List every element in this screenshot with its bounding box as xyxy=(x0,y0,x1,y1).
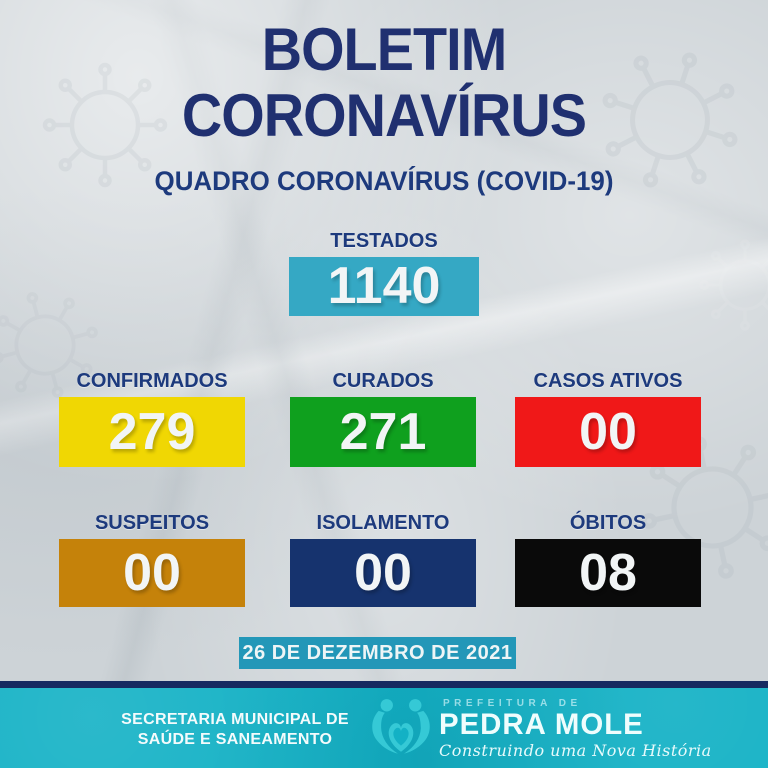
pedra-mole-heart-figures-icon xyxy=(370,696,432,758)
stat-label-suspeitos: SUSPEITOS xyxy=(94,512,210,534)
logo-city-name: PEDRA MOLE xyxy=(439,708,644,741)
footer-divider xyxy=(0,681,768,688)
page-title-line1: BOLETIM xyxy=(261,16,507,83)
stat-label-confirmados: CONFIRMADOS xyxy=(76,370,228,392)
page-title-line2: CORONAVÍRUS xyxy=(181,82,587,149)
tested-value: 1140 xyxy=(327,257,441,315)
stat-label-isolamento: ISOLAMENTO xyxy=(316,512,450,534)
department-line2: SAÚDE E SANEAMENTO xyxy=(137,731,333,748)
virus-watermark-icon xyxy=(690,230,768,340)
stat-tile-curados xyxy=(290,368,476,467)
stat-value-obitos: 08 xyxy=(579,544,637,602)
stat-box-casos-ativos xyxy=(515,397,701,467)
stat-tile-suspeitos xyxy=(59,510,245,607)
stat-value-confirmados: 279 xyxy=(108,403,196,461)
page-subtitle: QUADRO CORONAVÍRUS (COVID-19) xyxy=(154,166,614,196)
tested-label: TESTADOS xyxy=(330,230,438,252)
stat-box-isolamento xyxy=(290,539,476,607)
stat-box-confirmados xyxy=(59,397,245,467)
stat-value-isolamento: 00 xyxy=(354,544,412,602)
stat-tile-obitos xyxy=(515,510,701,607)
stat-box-suspeitos xyxy=(59,539,245,607)
stat-box-curados xyxy=(290,397,476,467)
stat-value-casos-ativos: 00 xyxy=(579,403,637,461)
footer xyxy=(0,688,768,768)
pedra-mole-logo xyxy=(370,696,712,760)
stat-box-obitos xyxy=(515,539,701,607)
logo-prefeitura-de-text: PREFEITURA DE xyxy=(443,698,582,709)
department-name xyxy=(95,710,375,750)
stat-value-suspeitos: 00 xyxy=(123,544,181,602)
logo-text-block xyxy=(439,696,712,760)
stat-tile-confirmados xyxy=(59,368,245,467)
stat-tile-casos-ativos xyxy=(515,368,701,467)
stat-label-curados: CURADOS xyxy=(332,370,434,392)
stat-label-casos-ativos: CASOS ATIVOS xyxy=(533,370,683,392)
date-bar: 26 DE DEZEMBRO DE 2021 xyxy=(239,637,516,669)
tested-section xyxy=(289,228,479,316)
stat-label-obitos: ÓBITOS xyxy=(569,512,647,534)
stat-tile-isolamento xyxy=(290,510,476,607)
logo-slogan: Construindo uma Nova História xyxy=(439,741,712,760)
department-line1: SECRETARIA MUNICIPAL DE xyxy=(121,711,349,728)
tested-value-box xyxy=(289,257,479,316)
stat-value-curados: 271 xyxy=(339,403,427,461)
